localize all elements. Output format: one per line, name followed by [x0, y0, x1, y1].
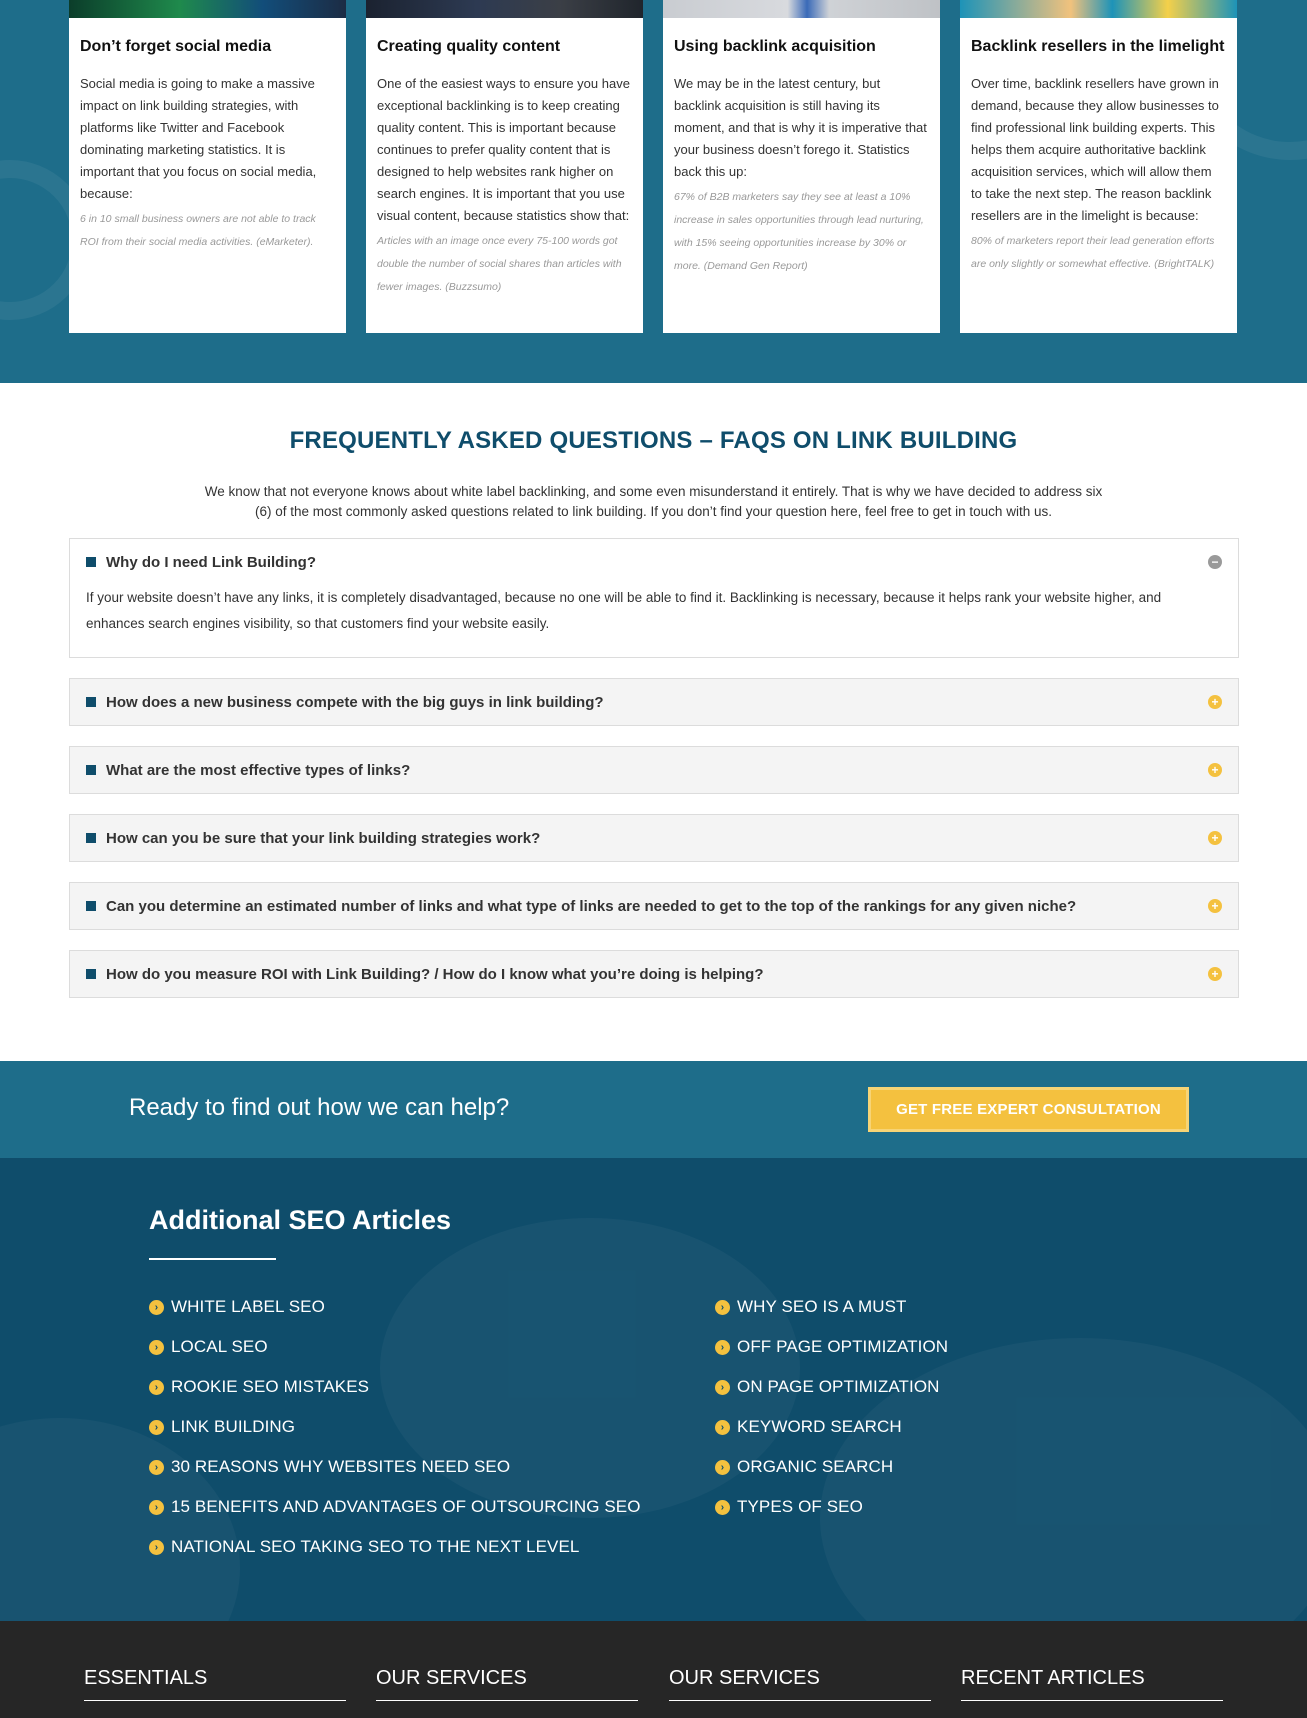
background-decoration [0, 1418, 240, 1621]
article-link-label: LOCAL SEO [171, 1337, 268, 1356]
articles-heading: Additional SEO Articles [149, 1205, 452, 1235]
footer-column-services [376, 1667, 638, 1701]
card-backlink-resellers [960, 0, 1237, 333]
faq-heading: FREQUENTLY ASKED QUESTIONS – FAQS ON LINK BUILDING [289, 427, 1018, 454]
arrow-circle-right-icon: › [715, 1300, 730, 1315]
article-link-label: LINK BUILDING [171, 1417, 296, 1436]
free-consultation-button[interactable]: GET FREE EXPERT CONSULTATION [868, 1087, 1189, 1132]
arrow-circle-right-icon: › [149, 1460, 164, 1475]
article-link[interactable] [715, 1457, 893, 1477]
card-body: We may be in the latest century, but backlink acquisition is still having its moment, and that is why it is imperative that your business doesn’t forego it. Statistics back this up: [674, 76, 927, 179]
arrow-circle-right-icon: › [715, 1460, 730, 1475]
card-title: Using backlink acquisition [674, 38, 876, 55]
faq-intro: We know that not everyone knows about white label backlinking, and some even misunderstand it entirely. That is why we have decided to address six (6) of the most commonly asked questions related to link building. If you don’t find your question here, feel free to get in touch with us. [204, 484, 1103, 519]
card-social-media [69, 0, 346, 333]
article-link-label: KEYWORD SEARCH [737, 1417, 902, 1436]
card-image [663, 0, 940, 18]
faq-question-header[interactable] [70, 883, 1238, 929]
site-footer [0, 1621, 1307, 1718]
article-link[interactable] [715, 1377, 940, 1397]
footer-column-title: ESSENTIALS [84, 1667, 208, 1689]
article-link[interactable] [149, 1297, 325, 1317]
card-image [69, 0, 346, 18]
article-link[interactable] [715, 1337, 948, 1357]
card-body: One of the easiest ways to ensure you have exceptional backlinking is to keep creating quality content. This is important because continues to prefer quality content that is designed to help websites rank higher on search engines. It is important that you use visual content, because statistics show that: [377, 76, 630, 223]
article-link[interactable] [715, 1417, 902, 1437]
card-statistic: 80% of marketers report their lead generation efforts are only slightly or somewhat effective. (BrightTALK) [971, 235, 1215, 270]
faq-answer: If your website doesn’t have any links, it is completely disadvantaged, because no one will be able to find it. Backlinking is necessary, because it helps rank your website higher, and enhances search engines visibility, so that customers find your website easily. [86, 590, 1162, 631]
faq-question-header[interactable] [70, 539, 1238, 585]
arrow-circle-right-icon: › [149, 1420, 164, 1435]
footer-divider [961, 1700, 1223, 1701]
arrow-circle-right-icon: › [715, 1500, 730, 1515]
article-link-label: ON PAGE OPTIMIZATION [737, 1377, 940, 1396]
footer-column-services-2 [669, 1667, 931, 1701]
arrow-circle-right-icon: › [149, 1340, 164, 1355]
article-link[interactable] [149, 1337, 268, 1357]
faq-question-header[interactable] [70, 679, 1238, 725]
feature-cards-section [0, 0, 1307, 383]
faq-question-header[interactable] [70, 815, 1238, 861]
article-link-label: ROOKIE SEO MISTAKES [171, 1377, 370, 1396]
expand-icon[interactable]: + [1208, 763, 1222, 777]
article-link-label: OFF PAGE OPTIMIZATION [737, 1337, 949, 1356]
expand-icon[interactable]: + [1208, 695, 1222, 709]
cta-text: Ready to find out how we can help? [129, 1094, 510, 1121]
additional-articles-section [0, 1158, 1307, 1621]
faq-question: What are the most effective types of links? [106, 761, 411, 779]
footer-column-title: RECENT ARTICLES [961, 1667, 1145, 1689]
footer-divider [669, 1700, 931, 1701]
footer-column-essentials [84, 1667, 346, 1701]
heading-underline [149, 1258, 276, 1260]
arrow-circle-right-icon: › [149, 1300, 164, 1315]
card-image [366, 0, 643, 18]
card-quality-content [366, 0, 643, 333]
arrow-circle-right-icon: › [149, 1380, 164, 1395]
arrow-circle-right-icon: › [715, 1340, 730, 1355]
arrow-circle-right-icon: › [715, 1420, 730, 1435]
footer-column-title: OUR SERVICES [669, 1667, 820, 1689]
card-image [960, 0, 1237, 18]
article-link[interactable] [149, 1537, 579, 1557]
expand-icon[interactable]: + [1208, 899, 1222, 913]
faq-item[interactable] [69, 678, 1239, 726]
article-link-label: NATIONAL SEO TAKING SEO TO THE NEXT LEVEL [171, 1537, 580, 1556]
article-link[interactable] [149, 1497, 641, 1517]
faq-item[interactable] [69, 746, 1239, 794]
card-title: Backlink resellers in the limelight [971, 38, 1225, 55]
faq-item[interactable] [69, 882, 1239, 930]
square-bullet-icon [86, 901, 96, 911]
footer-divider [84, 1700, 346, 1701]
cta-banner [0, 1061, 1307, 1158]
card-body: Over time, backlink resellers have grown in demand, because they allow businesses to find professional link building experts. This helps them acquire authoritative backlink acquisition services, which will allow them to take the next step. The reason backlink resellers are in the limelight is because: [971, 76, 1219, 223]
article-link-label: TYPES OF SEO [737, 1497, 863, 1516]
expand-icon[interactable]: + [1208, 967, 1222, 981]
square-bullet-icon [86, 557, 96, 567]
article-link[interactable] [715, 1297, 907, 1317]
expand-icon[interactable]: + [1208, 831, 1222, 845]
square-bullet-icon [86, 765, 96, 775]
card-title: Creating quality content [377, 38, 561, 55]
arrow-circle-right-icon: › [149, 1500, 164, 1515]
faq-item[interactable] [69, 950, 1239, 998]
collapse-icon[interactable]: − [1208, 555, 1222, 569]
article-link-label: 15 BENEFITS AND ADVANTAGES OF OUTSOURCING SEO [171, 1497, 641, 1516]
footer-column-recent-articles [961, 1667, 1223, 1701]
card-body: Social media is going to make a massive impact on link building strategies, with platforms like Twitter and Facebook dominating marketing statistics. It is important that you focus on social media, because: [80, 76, 317, 201]
arrow-circle-right-icon: › [149, 1540, 164, 1555]
article-link-label: ORGANIC SEARCH [737, 1457, 894, 1476]
faq-question: How do you measure ROI with Link Building? / How do I know what you’re doing is helping? [106, 965, 764, 983]
card-statistic: 67% of B2B marketers say they see at least a 10% increase in sales opportunities through lead nurturing, with 15% seeing opportunities increase by 30% or more. (Demand Gen Report) [674, 191, 924, 272]
article-link[interactable] [149, 1457, 510, 1477]
footer-divider [376, 1700, 638, 1701]
square-bullet-icon [86, 833, 96, 843]
article-link[interactable] [149, 1377, 369, 1397]
faq-item-open [69, 538, 1239, 658]
faq-question: How can you be sure that your link building strategies work? [106, 829, 541, 847]
card-statistic: Articles with an image once every 75-100 words got double the number of social shares than articles with fewer images. (Buzzsumo) [377, 235, 622, 293]
article-link[interactable] [149, 1417, 295, 1437]
article-link-label: WHITE LABEL SEO [171, 1297, 325, 1316]
article-link-label: 30 REASONS WHY WEBSITES NEED SEO [171, 1457, 511, 1476]
arrow-circle-right-icon: › [715, 1380, 730, 1395]
square-bullet-icon [86, 697, 96, 707]
card-backlink-acquisition [663, 0, 940, 333]
card-statistic: 6 in 10 small business owners are not able to track ROI from their social media activities. (eMarketer). [80, 213, 316, 248]
faq-question-header[interactable] [70, 951, 1238, 997]
footer-column-title: OUR SERVICES [376, 1667, 527, 1689]
square-bullet-icon [86, 969, 96, 979]
faq-item[interactable] [69, 814, 1239, 862]
faq-question: Can you determine an estimated number of links and what type of links are needed to get to the top of the rankings for any given niche? [106, 897, 1077, 915]
article-link[interactable] [715, 1497, 863, 1517]
faq-question: Why do I need Link Building? [106, 553, 316, 571]
faq-question-header[interactable] [70, 747, 1238, 793]
article-link-label: WHY SEO IS A MUST [737, 1297, 907, 1316]
card-title: Don’t forget social media [80, 38, 272, 55]
faq-question: How does a new business compete with the big guys in link building? [106, 693, 604, 711]
